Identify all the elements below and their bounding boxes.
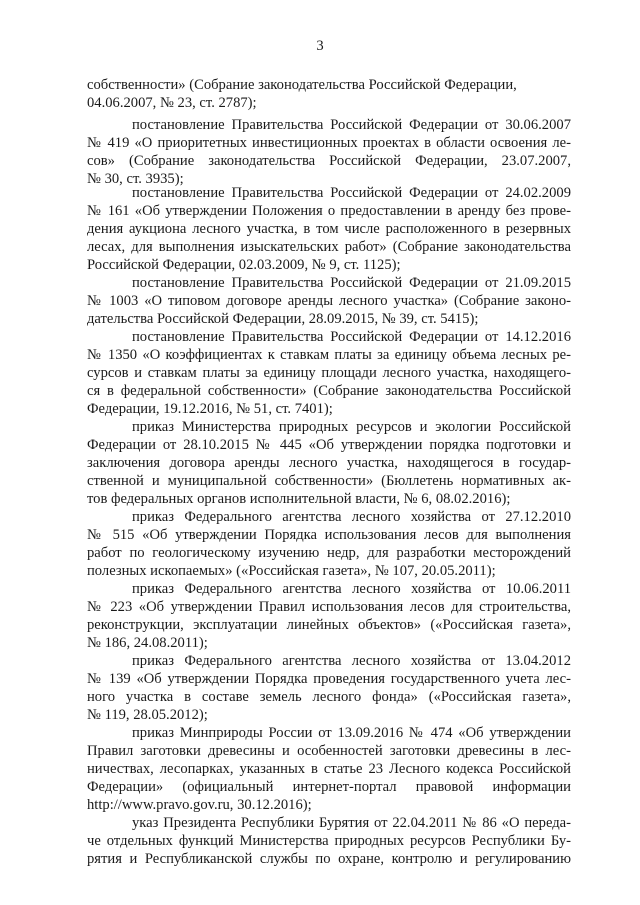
text-line: постановление Правительства Российской Федерации от 30.06.2007 (132, 117, 571, 133)
text-line: ся в федеральной собственности» (Собрание законодательства Российской (87, 383, 571, 399)
text-line: сурсов и ставкам платы за единицу площади лесного участка, находящего- (87, 365, 571, 381)
text-line: 04.06.2007, № 23, ст. 2787); (87, 95, 257, 111)
text-line: № 1003 «О типовом договоре аренды лесного участка» (Собрание законо- (87, 293, 571, 309)
text-line: ного участка в составе земель лесного фонда» («Российская газета», (87, 689, 571, 705)
text-line: приказ Федерального агентства лесного хозяйства от 10.06.2011 (132, 581, 571, 597)
text-line: лесах, для выполнения изыскательских работ» (Собрание законодательства (87, 239, 571, 255)
text-line: № 30, ст. 3935); (87, 171, 184, 187)
text-line: ственной и муниципальной собственности» (Бюллетень нормативных ак- (87, 473, 571, 489)
text-line: работ по геологическому изучению недр, для разработки месторождений (87, 545, 571, 561)
text-line: дения аукциона лесного участка, в том числе расположенного в резервных (87, 221, 571, 237)
text-line: приказ Министерства природных ресурсов и экологии Российской (132, 419, 571, 435)
text-line: постановление Правительства Российской Федерации от 24.02.2009 (132, 185, 571, 201)
text-line: № 161 «Об утверждении Положения о предоставлении в аренду без прове- (87, 203, 571, 219)
text-line: приказ Федерального агентства лесного хозяйства от 13.04.2012 (132, 653, 571, 669)
text-line: № 515 «Об утверждении Порядка использования лесов для выполнения (87, 527, 571, 543)
text-line: постановление Правительства Российской Федерации от 14.12.2016 (132, 329, 571, 345)
text-line: http://www.pravo.gov.ru, 30.12.2016); (87, 797, 312, 813)
text-line: № 1350 «О коэффициентах к ставкам платы за единицу объема лесных ре- (87, 347, 571, 363)
text-line: Федерации» (официальный интернет-портал правовой информации (87, 779, 571, 795)
text-line: Российской Федерации, 02.03.2009, № 9, ст. 1125); (87, 257, 401, 273)
text-line: указ Президента Республики Бурятия от 22.04.2011 № 86 «О переда- (132, 815, 571, 831)
text-line: Правил заготовки древесины и особенностей заготовки древесины в лес- (87, 743, 571, 759)
text-line: постановление Правительства Российской Федерации от 21.09.2015 (132, 275, 571, 291)
text-line: дательства Российской Федерации, 28.09.2015, № 39, ст. 5415); (87, 311, 479, 327)
text-line: че отдельных функций Министерства природных ресурсов Республики Бу- (87, 833, 571, 849)
text-line: № 419 «О приоритетных инвестиционных проектах в области освоения ле- (87, 135, 571, 151)
page-number: 3 (316, 38, 324, 54)
text-line: сов» (Собрание законодательства Российской Федерации, 23.07.2007, (87, 153, 571, 169)
text-line: приказ Федерального агентства лесного хозяйства от 27.12.2010 (132, 509, 571, 525)
text-line: Федерации от 28.10.2015 № 445 «Об утверждении порядка подготовки и (87, 437, 571, 453)
text-line: ничествах, лесопарках, указанных в статье 23 Лесного кодекса Российской (87, 761, 571, 777)
text-line: реконструкции, эксплуатации линейных объектов» («Российская газета», (87, 617, 571, 633)
text-line: Федерации, 19.12.2016, № 51, ст. 7401); (87, 401, 333, 417)
text-line: заключения договора аренды лесного участка, находящегося в государ- (87, 455, 571, 471)
text-line: полезных ископаемых» («Российская газета», № 107, 20.05.2011); (87, 563, 496, 579)
text-line: рятия и Республиканской службы по охране, контролю и регулированию (87, 851, 571, 867)
text-line: № 223 «Об утверждении Правил использования лесов для строительства, (87, 599, 571, 615)
text-line: № 119, 28.05.2012); (87, 707, 208, 723)
text-line: № 186, 24.08.2011); (87, 635, 208, 651)
text-line: № 139 «Об утверждении Порядка проведения государственного учета лес- (87, 671, 571, 687)
text-line: тов федеральных органов исполнительной власти, № 6, 08.02.2016); (87, 491, 511, 507)
text-line: собственности» (Собрание законодательства Российской Федерации, (87, 77, 517, 93)
text-line: приказ Минприроды России от 13.09.2016 № 474 «Об утверждении (132, 725, 571, 741)
